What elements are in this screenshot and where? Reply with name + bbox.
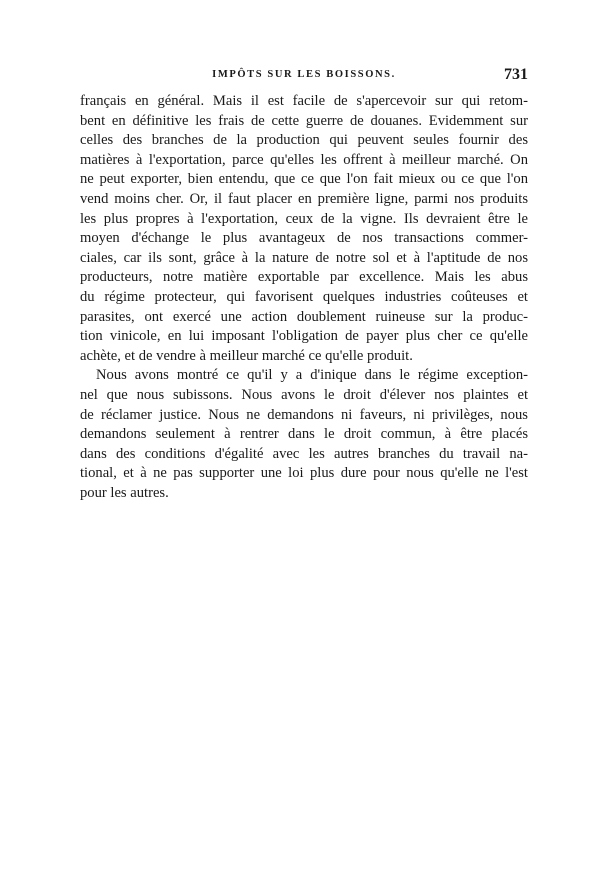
text-line: moyen d'échange le plus avantageux de nos transactions commer- bbox=[80, 230, 528, 247]
text-line: les plus propres à l'exportation, ceux de la vigne. Ils devraient être le bbox=[80, 210, 528, 227]
text-line: Nous avons montré ce qu'il y a d'inique dans le régime exception- bbox=[96, 367, 528, 384]
text-line: dans des conditions d'égalité avec les autres branches du travail na- bbox=[80, 445, 528, 462]
text-line: tion vinicole, en lui imposant l'obligation de payer plus cher ce qu'elle bbox=[80, 328, 528, 345]
text-line: demandons seulement à rentrer dans le droit commun, à être placés bbox=[80, 426, 528, 443]
text-line: tional, et à ne pas supporter une loi plus dure pour nous qu'elle ne l'est bbox=[80, 465, 528, 482]
text-line: pour les autres. bbox=[80, 484, 169, 501]
paragraph bbox=[80, 92, 528, 366]
text-line: ciales, car ils sont, grâce à la nature de notre sol et à l'aptitude de nos bbox=[80, 249, 528, 266]
text-line: celles des branches de la production qui peuvent seules fournir des bbox=[80, 132, 528, 149]
running-title: IMPÔTS SUR LES BOISSONS. bbox=[212, 69, 396, 80]
body-text bbox=[80, 92, 528, 503]
running-head bbox=[80, 66, 528, 86]
text-line: nel que nous subissons. Nous avons le droit d'élever nos plaintes et bbox=[80, 386, 528, 403]
text-line: matières à l'exportation, parce qu'elles les offrent à meilleur marché. On bbox=[80, 151, 528, 168]
text-line: producteurs, notre matière exportable par excellence. Mais les abus bbox=[80, 269, 528, 286]
paragraph bbox=[80, 366, 528, 503]
text-line: vend moins cher. Or, il faut placer en première ligne, parmi nos produits bbox=[80, 190, 528, 207]
text-line: achète, et de vendre à meilleur marché ce qu'elle produit. bbox=[80, 347, 413, 364]
text-line: bent en définitive les frais de cette guerre de douanes. Evidemment sur bbox=[80, 112, 528, 129]
text-line: de réclamer justice. Nous ne demandons ni faveurs, ni privilèges, nous bbox=[80, 406, 528, 423]
text-line: français en général. Mais il est facile de s'apercevoir sur qui retom- bbox=[80, 93, 528, 109]
page-number: 731 bbox=[504, 66, 528, 83]
text-line: parasites, ont exercé une action doublement ruineuse sur la produc- bbox=[80, 308, 528, 325]
text-line: du régime protecteur, qui favorisent quelques industries coûteuses et bbox=[80, 288, 528, 305]
text-line: ne peut exporter, bien entendu, que ce que l'on fait mieux ou ce que l'on bbox=[80, 171, 528, 188]
